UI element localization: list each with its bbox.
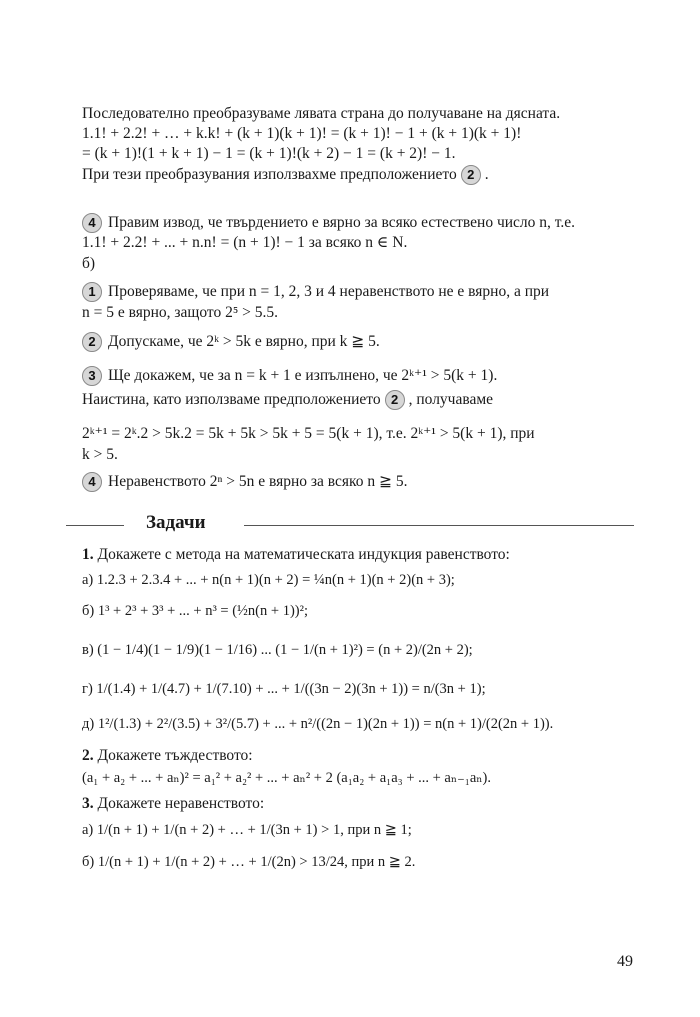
problem-1c: в) (1 − 1/4)(1 − 1/9)(1 − 1/16) ... (1 − 1/(n + 1)²) = (n + 2)/(2n + 2); — [82, 642, 473, 658]
text-fragment: Правим извод, че твърдението е вярно за всяко естествено число n, т.е. — [108, 214, 576, 231]
text-fragment: Проверяваме, че при n = 1, 2, 3 и 4 неравенството не е вярно, а при — [108, 283, 550, 300]
problem-1 — [82, 545, 510, 565]
problem-text: Докажете тъждеството: — [97, 747, 253, 764]
equation-line: 1.1! + 2.2! + … + k.k! + (k + 1)(k + 1)! = (k + 1)! − 1 + (k + 1)(k + 1)! — [82, 125, 522, 142]
step-2-line — [82, 332, 380, 352]
text-line: Последователно преобразуваме лявата страна до получаване на дясната. — [82, 105, 561, 122]
problem-1d: г) 1/(1.4) + 1/(4.7) + 1/(7.10) + ... + 1/((3n − 2)(3n + 1)) = n/(3n + 1); — [82, 681, 486, 697]
equation-line: = (k + 1)!(1 + k + 1) − 1 = (k + 1)!(k + 2) − 1 = (k + 2)! − 1. — [82, 145, 456, 162]
equation-line: 1.1! + 2.2! + ... + n.n! = (n + 1)! − 1 за всяко n ∈ N. — [82, 234, 408, 251]
text-fragment: Ще докажем, че за n = k + 1 е изпълнено, че 2ᵏ⁺¹ > 5(k + 1). — [108, 367, 498, 384]
heading-rule-right — [244, 525, 634, 526]
problem-3b: б) 1/(n + 1) + 1/(n + 2) + … + 1/(2n) > 13/24, при n ≧ 2. — [82, 854, 416, 870]
step-2-badge: 2 — [82, 332, 102, 352]
equation-line: 2ᵏ⁺¹ = 2ᵏ.2 > 5k.2 = 5k + 5k > 5k + 5 = 5(k + 1), т.е. 2ᵏ⁺¹ > 5(k + 1), при — [82, 425, 535, 442]
text-fragment: , получаваме — [408, 391, 494, 408]
problem-1e: д) 1²/(1.3) + 2²/(3.5) + 3²/(5.7) + ... + n²/((2n − 1)(2n + 1)) = n(n + 1)/(2(2n + 1)). — [82, 716, 554, 732]
part-label: б) — [82, 255, 96, 272]
section-title: Задачи — [146, 512, 206, 533]
problem-3a: а) 1/(n + 1) + 1/(n + 2) + … + 1/(3n + 1) > 1, при n ≧ 1; — [82, 822, 412, 838]
equation-line: k > 5. — [82, 446, 118, 463]
text-fragment: При тези преобразувания използвахме предположението — [82, 166, 457, 183]
step-3-line — [82, 366, 497, 386]
step-2-badge: 2 — [461, 165, 481, 185]
problem-number: 1. — [82, 546, 94, 563]
text-line — [82, 390, 493, 410]
step-4-line — [82, 213, 575, 233]
problem-1a: а) 1.2.3 + 2.3.4 + ... + n(n + 1)(n + 2) = ¼n(n + 1)(n + 2)(n + 3); — [82, 572, 455, 588]
page-number: 49 — [617, 953, 633, 970]
step-4-badge: 4 — [82, 213, 102, 233]
step-1-badge: 1 — [82, 282, 102, 302]
step-4-badge: 4 — [82, 472, 102, 492]
step-3-badge: 3 — [82, 366, 102, 386]
problem-number: 2. — [82, 747, 94, 764]
text-fragment: Неравенството 2ⁿ > 5n е вярно за всяко n ≧ 5. — [108, 473, 408, 490]
problem-1b: б) 1³ + 2³ + 3³ + ... + n³ = (½n(n + 1))²; — [82, 603, 308, 619]
problem-3 — [82, 794, 264, 814]
problem-number: 3. — [82, 795, 94, 812]
text-line — [82, 165, 489, 185]
step-1-line — [82, 282, 549, 302]
problem-text: Докажете с метода на математическата индукция равенството: — [97, 546, 510, 563]
heading-rule-left — [66, 525, 124, 526]
text-fragment: Допускаме, че 2ᵏ > 5k е вярно, при k ≧ 5. — [108, 333, 380, 350]
problem-text: Докажете неравенството: — [97, 795, 265, 812]
problem-2 — [82, 746, 253, 766]
problem-2a: (a₁ + a₂ + ... + aₙ)² = a₁² + a₂² + ... + aₙ² + 2 (a₁a₂ + a₁a₃ + ... + aₙ₋₁aₙ). — [82, 770, 492, 786]
text-fragment: Наистина, като използваме предположението — [82, 391, 381, 408]
text-line: n = 5 е вярно, защото 2⁵ > 5.5. — [82, 304, 278, 321]
step-2-badge: 2 — [385, 390, 405, 410]
text-fragment: . — [484, 166, 489, 183]
step-4-line — [82, 472, 407, 492]
